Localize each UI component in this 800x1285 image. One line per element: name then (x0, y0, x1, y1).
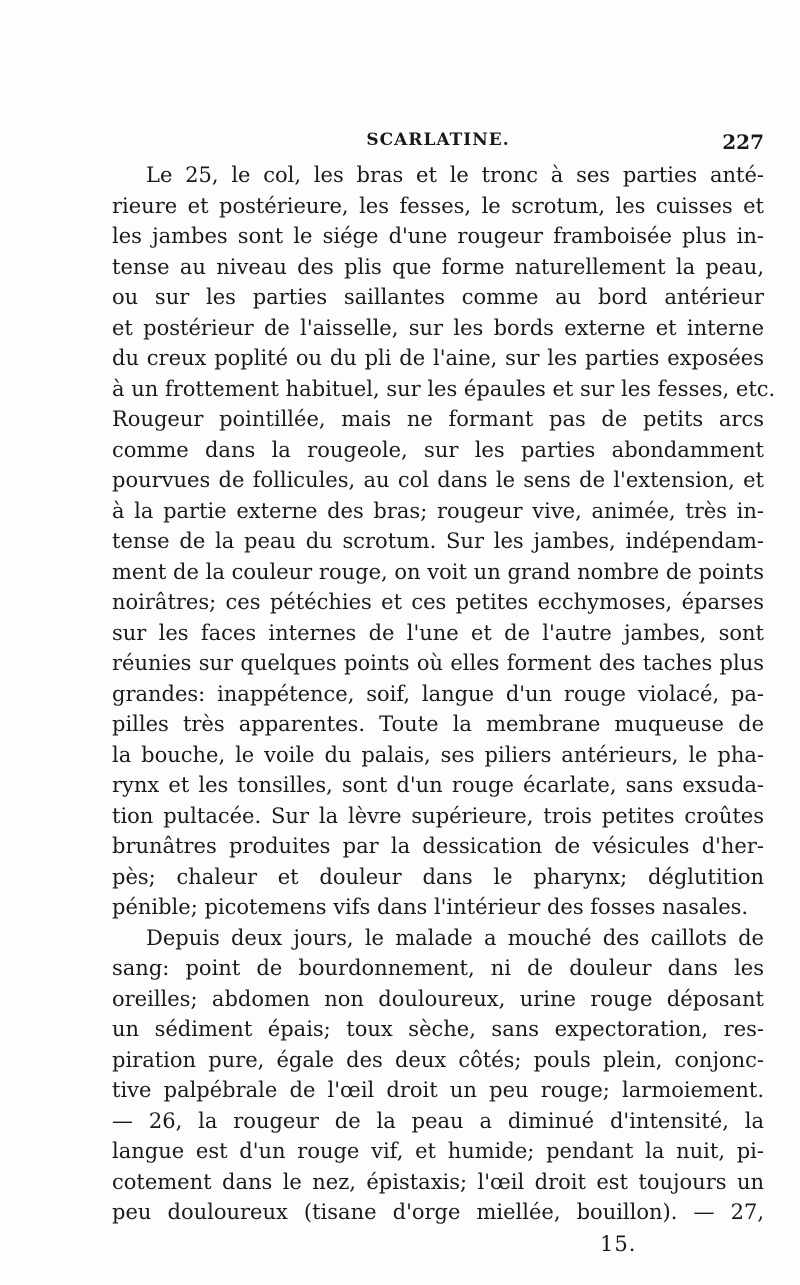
text-line: tive palpébrale de l'œil droit un peu rouge; larmoiement. (112, 1078, 764, 1102)
page-header (112, 130, 764, 160)
text-line: comme dans la rougeole, sur les parties abondamment (112, 437, 764, 462)
text-line: langue est d'un rouge vif, et humide; pendant la nuit, pi- (112, 1139, 764, 1163)
text-line: Le 25, le col, les bras et le tronc à ses parties anté- (146, 163, 764, 187)
text-line: à un frottement habituel, sur les épaules et sur les fesses, etc. (112, 376, 776, 401)
text-line: pilles très apparentes. Toute la membrane muqueuse de (112, 712, 764, 736)
text-line: sang: point de bourdonnement, ni de douleur dans les (112, 956, 764, 980)
text-line: oreilles; abdomen non douloureux, urine rouge déposant (112, 986, 764, 1011)
signature-mark: 15. (600, 1232, 637, 1256)
running-title: SCARLATINE. (366, 130, 510, 150)
page-number: 227 (722, 130, 764, 154)
text-line: ment de la couleur rouge, on voit un grand nombre de points (112, 559, 764, 584)
text-line: la bouche, le voile du palais, ses piliers antérieurs, le pha- (112, 742, 764, 767)
text-line: un sédiment épais; toux sèche, sans expectoration, res- (112, 1017, 764, 1041)
text-line: les jambes sont le siége d'une rougeur framboisée plus in- (112, 224, 764, 248)
text-line: réunies sur quelques points où elles forment des taches plus (112, 651, 764, 675)
text-line: Rougeur pointillée, mais ne formant pas de petits arcs (112, 407, 764, 431)
text-line: noirâtres; ces pétéchies et ces petites ecchymoses, éparses (112, 590, 764, 614)
text-line: sur les faces internes de l'une et de l'autre jambes, sont (112, 620, 764, 645)
text-line: à la partie externe des bras; rougeur vive, animée, très in- (112, 498, 764, 523)
text-line: pénible; picotemens vifs dans l'intérieur des fosses nasales. (112, 895, 749, 919)
text-line: brunâtres produites par la dessication de vésicules d'her- (112, 834, 764, 858)
text-line: du creux poplité ou du pli de l'aine, sur les parties exposées (112, 346, 764, 370)
text-line: peu douloureux (tisane d'orge miellée, bouillon). — 27, (112, 1200, 764, 1224)
text-line: pourvues de follicules, au col dans le sens de l'extension, et (112, 468, 764, 492)
text-line: tense de la peau du scrotum. Sur les jambes, indépendam- (112, 529, 764, 553)
text-line: rieure et postérieure, les fesses, le scrotum, les cuisses et (112, 193, 764, 218)
body-text (112, 160, 776, 1228)
text-line: — 26, la rougeur de la peau a diminué d'intensité, la (112, 1108, 764, 1133)
text-line: pès; chaleur et douleur dans le pharynx; déglutition (112, 864, 764, 889)
text-line: rynx et les tonsilles, sont d'un rouge écarlate, sans exsuda- (112, 773, 764, 797)
text-line: tense au niveau des plis que forme naturellement la peau, (112, 254, 764, 279)
text-line: Depuis deux jours, le malade a mouché des caillots de (146, 925, 764, 950)
text-line: et postérieur de l'aisselle, sur les bords externe et interne (112, 315, 764, 340)
text-line: cotement dans le nez, épistaxis; l'œil droit est toujours un (112, 1169, 764, 1194)
text-line: grandes: inappétence, soif, langue d'un rouge violacé, pa- (112, 681, 764, 706)
text-line: piration pure, égale des deux côtés; pouls plein, conjonc- (112, 1047, 764, 1072)
text-line: tion pultacée. Sur la lèvre supérieure, trois petites croûtes (112, 803, 764, 828)
text-line: ou sur les parties saillantes comme au bord antérieur (112, 285, 764, 309)
